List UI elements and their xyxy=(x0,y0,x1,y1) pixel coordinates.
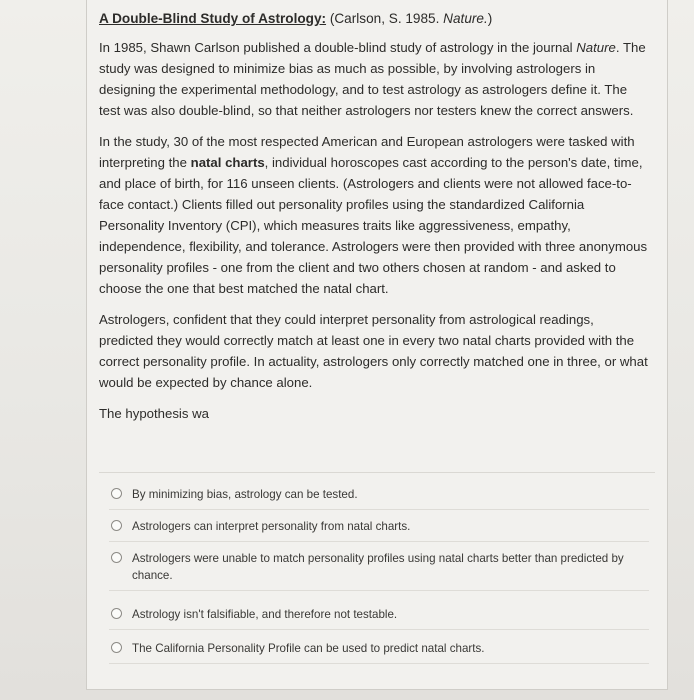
answer-option-label[interactable]: By minimizing bias, astrology can be tested. xyxy=(132,488,358,501)
divider xyxy=(99,472,655,473)
citation-journal: Nature. xyxy=(443,11,488,26)
paragraph-2-b: , individual horoscopes cast according to the person's date, time, and place of birth, for 116 unseen clients. (Astrologers and clients were not allowed face-to-face contact.) Clients filled out personality profiles using the standardized California Personality Inventory (CPI), which measures traits like aggressiveness, empathy, independence, flexibility, and tolerance. Astrologers were then provided with three anonymous personality profiles - one from the client and two others chosen at random - and asked to choose the one that best matched the natal chart. xyxy=(99,155,648,296)
paragraph-1 xyxy=(99,37,651,121)
answer-option-4[interactable] xyxy=(109,606,649,630)
answer-option-label[interactable]: Astrologers were unable to match personality profiles using natal charts better than predicted by chance. xyxy=(132,552,624,582)
answer-option-3[interactable] xyxy=(109,550,649,591)
paragraph-3: Astrologers, confident that they could interpret personality from astrological readings, predicted they would correctly match at least one in every two natal charts provided with the correct personality profile. In actuality, astrologers only correctly matched one in three, or what would be expected by chance alone. xyxy=(99,312,648,390)
answer-option-2[interactable] xyxy=(109,518,649,542)
radio-button[interactable] xyxy=(111,608,122,619)
question-title xyxy=(99,8,651,29)
question-card xyxy=(86,0,668,690)
hypothesis-prompt: The hypothesis wa xyxy=(99,406,209,421)
answer-option-label[interactable]: Astrologers can interpret personality from natal charts. xyxy=(132,520,411,533)
citation xyxy=(330,11,492,26)
answer-option-5[interactable] xyxy=(109,640,649,664)
paragraph-2 xyxy=(99,131,651,299)
paragraph-1-a: In 1985, Shawn Carlson published a double-blind study of astrology in the journal xyxy=(99,40,577,55)
radio-button[interactable] xyxy=(111,520,122,531)
paragraph-2-a: In the study, 30 of the most respected American and European astrologers were tasked with interpreting the xyxy=(99,134,635,170)
radio-button[interactable] xyxy=(111,552,122,563)
radio-button[interactable] xyxy=(111,642,122,653)
citation-prefix: (Carlson, S. 1985. xyxy=(329,11,444,26)
study-title: A Double-Blind Study of Astrology: xyxy=(99,11,327,26)
paragraph-2-natal-charts: natal charts xyxy=(190,155,265,170)
paragraph-1-b: . The study was designed to minimize bias as much as possible, by involving astrologers in designing the experimental methodology, and to test astrology as astrologers define it. The test was also double-blind, so that neither astrologers nor testers knew the correct answers. xyxy=(99,40,646,118)
question-text xyxy=(99,8,651,434)
answer-option-label[interactable]: Astrology isn't falsifiable, and therefore not testable. xyxy=(132,608,398,621)
answer-option-label[interactable]: The California Personality Profile can be used to predict natal charts. xyxy=(132,642,485,655)
answer-option-1[interactable] xyxy=(109,486,649,510)
citation-suffix: ) xyxy=(487,11,493,26)
radio-button[interactable] xyxy=(111,488,122,499)
paragraph-1-journal: Nature xyxy=(576,40,616,55)
